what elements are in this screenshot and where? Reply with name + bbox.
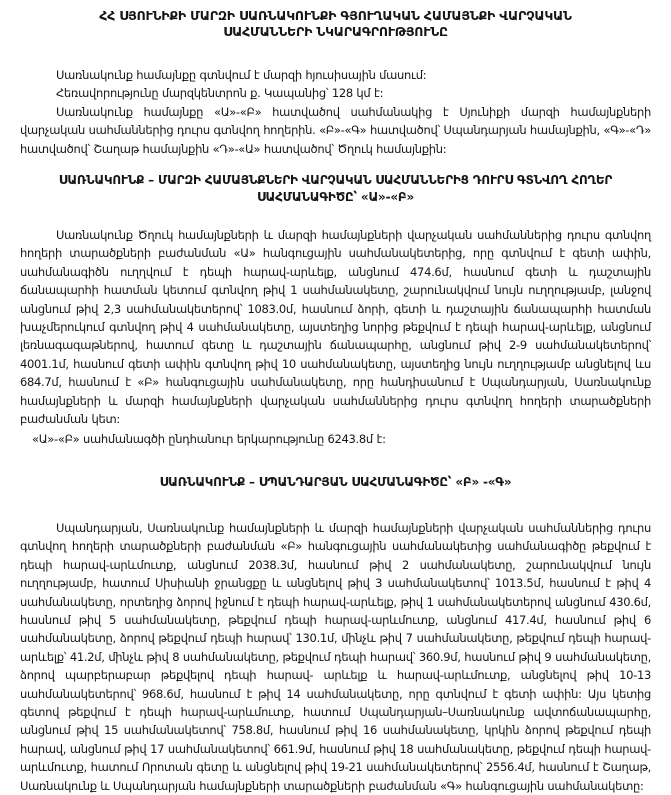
intro-location-paragraph: Սառնակունք համայնքը գտնվում է մարզի հյուսիսային մասում: [56, 68, 427, 82]
section1-body-paragraph: Սառնակունք Ծղուկ համայնքների և մարզի համայնքների վարչական սահմաններից դուրս գտնվող հողերի տարածքների բաժանման «Ա» հանգուցային սահմանակետերից, որը գտնվում է գետի ափին, սահմանագիծն ուղղվում է դեպի հարավ-արևելք, անցնում 474.6մ, հասնում գետի և դաշտային ճանապարհի հատման կետում գտնվող թիվ 1 սահմանակետը, շարունակվում նույն ուղղությամբ, լանջով անցնում թիվ 2,3 սահմանակետերով՝ 1083.0մ, հասնում ձորի, գետի և դաշտային ճանապարհի հատման խաչմերուկում գտնվող թիվ 4 սահմանակետը, այստեղից նորից թեքվում է դեպի հարավ-արևելք, անցնում լեռնագագաթներով, հատում գետը և դաշտային ճանապարհը, անցնում թիվ 2-9 սահմանակետերով՝ 4001.1մ, հասնում գետի ափին գտնվող թիվ 10 սահմանակետը, այստեղից նույն ուղղությամբ անցնելով ևս 684.7մ, հասնում է «Բ» հանգուցային սահմանակետը, որը հանդիսանում է Սպանդարյան, Սառնակունք համայնքների և մարզի համայնքների վարչական սահմաններից դուրս գտնվող հողերի տարածքների բաժանման կետ: [20, 228, 651, 427]
section1-heading-line2: ՍԱՀՄԱՆԱԳԻԾԸ՝ «Ա»-«Բ» [256, 190, 415, 205]
document-title-line1: ՀՀ ՍՅՈՒՆԻՔԻ ՄԱՐԶԻ ՍԱՌՆԱԿՈՒՆՔԻ ԳՅՈՒՂԱԿԱՆ ՀԱՄԱՅՆՔԻ ՎԱՐՉԱԿԱՆ [99, 8, 572, 23]
document-title [20, 8, 651, 40]
section2-heading: ՍԱՌՆԱԿՈՒՆՔ – ՍՊԱՆԴԱՐՅԱՆ ՍԱՀՄԱՆԱԳԻԾԸ՝ «Բ» -«Գ» [159, 474, 512, 489]
intro-borders-paragraph: Սառնակունք համայնքը «Ա»-«Բ» հատվածով սահմանակից է Սյունիքի մարզի համայնքների վարչական սահմաններից դուրս գտնվող հողերին. «Բ»-«Գ» հատվածով՝ Սպանդարյան համայնքին, «Գ»-«Դ» հատվածով՝ Շաղաթ համայնքին «Դ»-«Ա» հատվածով՝ Ծղուկ համայնքին: [20, 104, 651, 156]
section2-body-paragraph: Սպանդարյան, Սառնակունք համայնքների և մարզի համայնքների վարչական սահմաններից դուրս գտնվող հողերի տարածքների բաժանման «Բ» հանգուցային սահմանակետից սահմանագիծը թեքվում է դեպի հարավ-արևմուտք, անցնում 2038.3մ, հասնում թիվ 2 սահմանակետը, շարունակվում նույն ուղղությամբ, հատում Սիսիանի ջրանցքը և անցնելով թիվ 3 սահմանակետով՝ 1013.5մ, հասնում է թիվ 4 սահմանակետը, որտեղից ձորով իջնում է դեպի հարավ-արևելք, թիվ 1 սահմանակետերով անցնում 430.6մ, հասնում թիվ 5 սահմանակետը, թեքվում դեպի հարավ-արևմուտք, անցնում 417.4մ, հասնում թիվ 6 սահմանակետը, ձորով թեքվում դեպի հարավ՝ 130.1մ, մինչև թիվ 7 սահմանակետը, թեքվում դեպի հարավ-արևելք՝ 41.2մ, մինչև թիվ 8 սահմանակետը, թեքվում դեպի հարավ՝ 360.9մ, հասնում թիվ 9 սահմանակետը, ձորով պարբերաբար թեքվելով դեպի հարավ- արևելք և հարավ-արևմուտք, անցնելով թիվ 10-13 սահմանակետերով՝ 968.6մ, հասնում է թիվ 14 սահմանակետը, որը գտնվում է գետի ափին: Այս կետից գետով թեքվում է դեպի հարավ-արևմուտք, հատում Սպանդարյան–Սառնակունք ավտոճանապարհը, անցնում թիվ 15 սահմանակետով՝ 758.8մ, հասնում թիվ 16 սահմանակետը, կրկին ձորով թեքվում դեպի հարավ, անցնում թիվ 17 սահմանակետով՝ 661.9մ, հասնում թիվ 18 սահմանակետը, թեքվում դեպի հարավ-արևմուտք, հատում Որոտան գետը և անցնելով թիվ 19-21 սահմանակետերով՝ 2556.4մ, հասնում է Շաղաթ, Սառնակունք և Սպանդարյան համայնքների տարածքների բաժանման «Գ» հանգուցային սահմանակետը: [20, 520, 651, 793]
section1-length-note: «Ա»-«Բ» սահմանագծի ընդհանուր երկարությունը 6243.8մ է: [32, 431, 386, 446]
section1-heading-line1: ՍԱՌՆԱԿՈՒՆՔ – ՄԱՐԶԻ ՀԱՄԱՅՆՔՆԵՐԻ ՎԱՐՉԱԿԱՆ ՍԱՀՄԱՆՆԵՐԻՑ ԴՈՒՐՍ ԳՏՆՎՈՂ ՀՈՂԵՐ [58, 173, 613, 188]
document-title-line2: ՍԱՀՄԱՆՆԵՐԻ ՆԿԱՐԱԳՐՈՒԹՅՈՒՆԸ [223, 24, 448, 39]
intro-distance-paragraph: Հեռավորությունը մարզկենտրոն ք. Կապանից՝ 128 կմ է: [56, 86, 384, 101]
section1-heading [20, 172, 651, 206]
